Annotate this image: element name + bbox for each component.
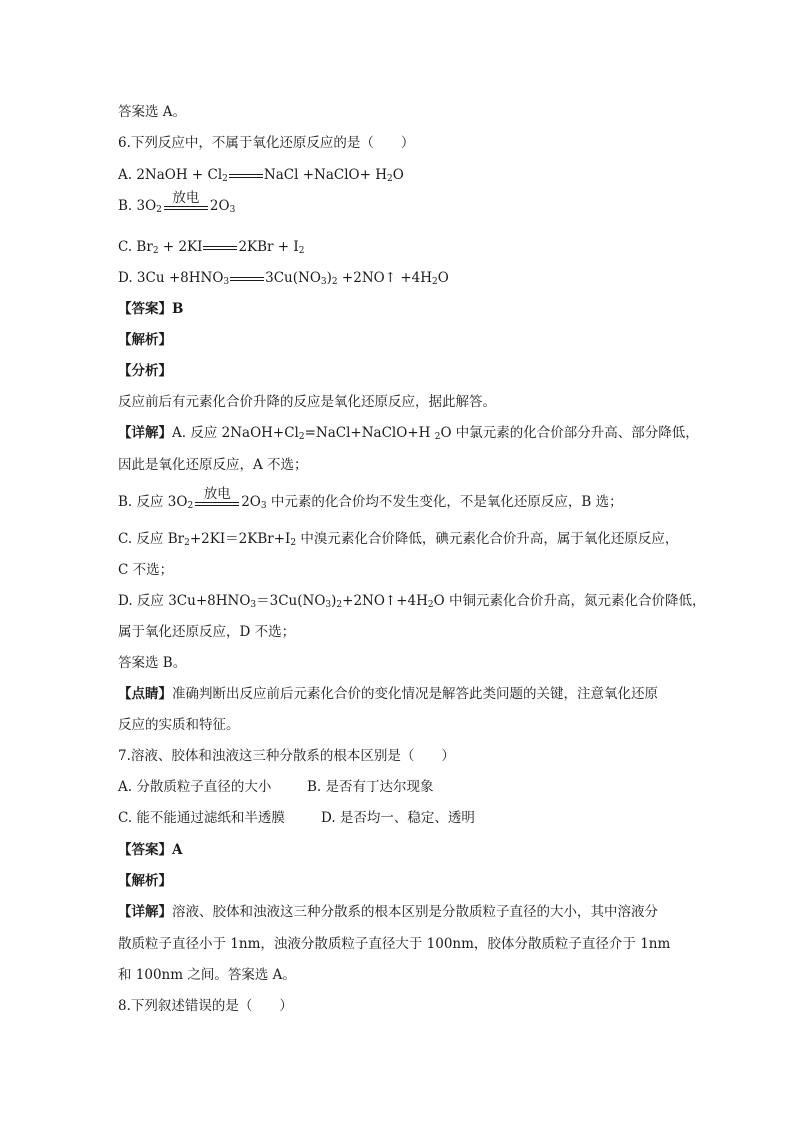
text: C. Br	[118, 239, 153, 255]
text-line: 散质粒子直径小于 1nm，浊液分散质粒子直径大于 100nm，胶体分散质粒子直径介于 1nm	[118, 936, 671, 952]
option-6b	[118, 190, 236, 216]
subscript: 2	[331, 277, 338, 287]
subscript: 2	[184, 538, 190, 548]
subscript: 3	[325, 600, 332, 610]
subscript: 2	[290, 538, 297, 548]
text-line: 和 100nm 之间。答案选 A。	[118, 967, 296, 983]
analysis-label: 【解析】	[118, 332, 172, 348]
subscript: 3	[250, 600, 257, 610]
text-line: 反应前后有元素化合价升降的反应是氧化还原反应，据此解答。	[118, 394, 496, 410]
text: B. 3O	[118, 198, 157, 214]
text: + 2KI	[158, 239, 203, 255]
text: =NaCl+NaClO+H	[304, 425, 435, 441]
option-6c	[118, 237, 304, 257]
text: +2NO↑ +4H	[337, 270, 432, 286]
detail-line	[118, 591, 706, 611]
text: +2NO↑+4H	[342, 593, 428, 609]
subscript: 2	[298, 432, 305, 442]
text: D. 3Cu +8HNO	[118, 270, 224, 286]
subscript: 2	[222, 174, 228, 184]
text: NaCl +NaClO+ H	[263, 167, 387, 183]
answer-label: 【答案】B	[118, 301, 184, 317]
option-7d: D. 是否均一、稳定、透明	[321, 810, 475, 826]
subscript: 2	[427, 600, 434, 610]
analysis-label: 【解析】	[118, 873, 172, 889]
detail-line	[118, 529, 678, 549]
text: )	[326, 270, 332, 286]
text: O 中氯元素的化合价部分升高、部分降低，	[440, 425, 699, 441]
subscript: 3	[320, 277, 327, 287]
text: C. 反应 Br	[118, 531, 185, 547]
equals-sign	[230, 277, 264, 281]
detail-line	[118, 902, 658, 922]
detail-label: 【详解】	[118, 904, 172, 920]
answer-label: 【答案】A	[118, 842, 183, 858]
option-7c: C. 能不能通过滤纸和半透膜	[118, 810, 285, 826]
note-line	[118, 684, 658, 704]
subscript: 2	[434, 432, 441, 442]
reaction-condition	[164, 190, 208, 210]
question-8-stem: 8.下列叙述错误的是（ ）	[118, 998, 293, 1014]
text: 3Cu(NO	[265, 270, 321, 286]
text: A. 2NaOH + Cl	[118, 167, 223, 183]
detail-line	[118, 423, 699, 443]
text: +2KI＝2KBr+I	[189, 531, 291, 547]
text: O 中铜元素化合价升高，氮元素化合价降低，	[433, 593, 706, 609]
condition-label: 放电	[172, 190, 200, 206]
text-line: 反应的实质和特征。	[118, 717, 240, 733]
subscript: 3	[260, 501, 267, 511]
detail-line	[118, 486, 623, 512]
text: 2KBr + I	[238, 239, 299, 255]
text: 中溴元素化合价降低，碘元素化合价升高，属于氧化还原反应，	[296, 531, 679, 547]
text: )	[331, 593, 337, 609]
analysis-sub-label: 【分析】	[118, 363, 172, 379]
text: 准确判断出反应前后元素化合价的变化情况是解答此类问题的关键，注意氧化还原	[172, 686, 658, 702]
text: 溶液、胶体和浊液这三种分散系的根本区别是分散质粒子直径的大小，其中溶液分	[172, 904, 658, 920]
text: D. 反应 3Cu+8HNO	[118, 593, 251, 609]
subscript: 3	[223, 277, 230, 287]
equals-sign	[229, 174, 263, 178]
subscript: 2	[386, 174, 393, 184]
text: ＝3Cu(NO	[256, 593, 326, 609]
detail-label: 【详解】	[118, 425, 172, 441]
option-7a: A. 分散质粒子直径的大小	[118, 779, 272, 795]
subscript: 2	[298, 246, 305, 256]
text: 2O	[241, 494, 261, 510]
option-6d	[118, 268, 449, 288]
question-6-stem: 6.下列反应中，不属于氧化还原反应的是（ ）	[118, 135, 415, 151]
subscript: 2	[152, 246, 159, 256]
subscript: 3	[229, 205, 236, 215]
question-7-stem: 7.溶液、胶体和浊液这三种分散系的根本区别是（ ）	[118, 748, 455, 764]
condition-label: 放电	[203, 486, 231, 502]
equals-sign	[164, 206, 208, 210]
subscript: 2	[336, 600, 343, 610]
text-line: 属于氧化还原反应，D 不选；	[118, 624, 296, 640]
text-line: 答案选 A。	[118, 104, 187, 120]
equals-sign	[195, 502, 239, 506]
text: O	[392, 167, 404, 183]
text: 2O	[209, 198, 230, 214]
subscript: 2	[432, 277, 438, 287]
equals-sign	[203, 246, 237, 250]
reaction-condition	[195, 486, 239, 506]
option-6a	[118, 165, 404, 185]
text-line: 答案选 B。	[118, 655, 187, 671]
text-line: 因此是氧化还原反应，A 不选；	[118, 457, 308, 473]
subscript: 2	[156, 205, 162, 215]
text: A. 反应 2NaOH+Cl	[172, 425, 299, 441]
subscript: 2	[187, 501, 194, 511]
text: 中元素的化合价均不发生变化，不是氧化还原反应，B 选；	[266, 494, 623, 510]
text: B. 反应 3O	[118, 494, 188, 510]
option-7b: B. 是否有丁达尔现象	[307, 779, 434, 795]
text: O	[437, 270, 449, 286]
note-label: 【点睛】	[118, 686, 172, 702]
text-line: C 不选；	[118, 562, 174, 578]
